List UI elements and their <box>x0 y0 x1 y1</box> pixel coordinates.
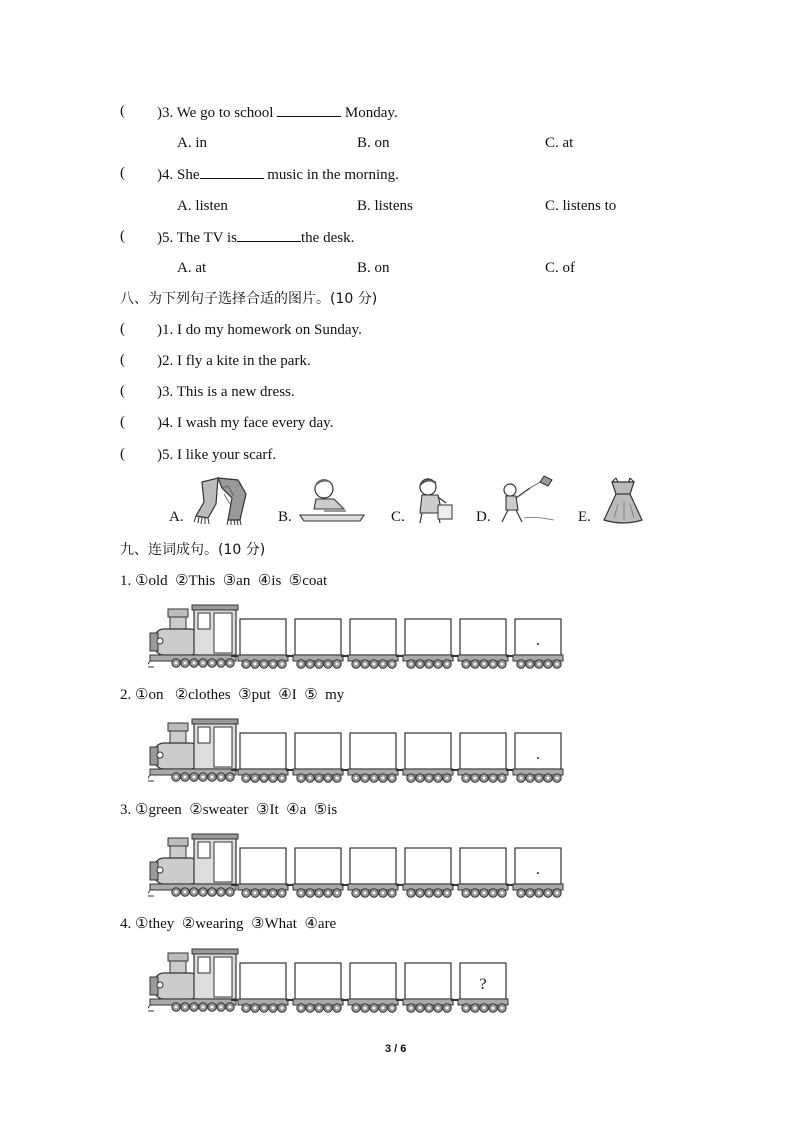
option-c: C. of <box>545 260 575 276</box>
end-punctuation: . <box>536 861 540 878</box>
train-car-answer-box[interactable] <box>396 963 453 1012</box>
answer-train-3 <box>148 832 574 905</box>
option-a: A. at <box>177 260 207 276</box>
sentence-build-prompt-2: 2. ①on ②clothes ③put ④I ⑤ my <box>120 687 345 703</box>
picture-label-b: B. <box>278 509 292 525</box>
boy-writing-icon <box>294 475 368 525</box>
train-car-answer-box[interactable] <box>396 733 453 782</box>
locomotive-icon <box>148 605 238 667</box>
train-car-answer-box[interactable] <box>396 848 453 897</box>
question-text: )4. She music in the morning. <box>157 164 399 185</box>
sentence-5: )5. I like your scarf. <box>157 447 277 463</box>
answer-train-1 <box>148 603 574 676</box>
end-punctuation: ? <box>479 976 487 993</box>
train-car-answer-box[interactable] <box>396 619 453 668</box>
picture-label-e: E. <box>578 509 591 525</box>
train-svg <box>148 832 574 900</box>
train-car-answer-box[interactable] <box>286 733 343 782</box>
answer-train-4 <box>148 947 519 1020</box>
train-car-answer-box[interactable] <box>451 619 508 668</box>
train-car-answer-box[interactable] <box>506 733 563 782</box>
sentence-build-prompt-4: 4. ①they ②wearing ③What ④are <box>120 916 337 932</box>
picture-label-a: A. <box>169 509 184 525</box>
locomotive-icon <box>148 834 238 896</box>
answer-paren: ( <box>120 228 125 244</box>
train-car-answer-box[interactable] <box>341 963 398 1012</box>
train-car-answer-box[interactable] <box>286 619 343 668</box>
train-car-answer-box[interactable] <box>451 963 508 1012</box>
option-c: C. at <box>545 135 574 151</box>
answer-paren: ( <box>120 321 125 337</box>
train-svg <box>148 717 574 785</box>
question-text: )3. We go to school Monday. <box>157 102 398 123</box>
sentence-build-prompt-3: 3. ①green ②sweater ③It ④a ⑤is <box>120 802 338 818</box>
answer-paren: ( <box>120 383 125 399</box>
answer-blank[interactable] <box>200 164 264 179</box>
sentence-4: )4. I wash my face every day. <box>157 415 334 431</box>
train-car-answer-box[interactable] <box>506 619 563 668</box>
sentence-2: )2. I fly a kite in the park. <box>157 353 311 369</box>
sentence-3: )3. This is a new dress. <box>157 384 295 400</box>
section-9-title: 九、连词成句。(10 分) <box>120 542 266 558</box>
sentence-1: )1. I do my homework on Sunday. <box>157 322 362 338</box>
train-car-answer-box[interactable] <box>341 733 398 782</box>
train-car-answer-box[interactable] <box>506 848 563 897</box>
question-text: )5. The TV is the desk. <box>157 227 354 248</box>
answer-blank[interactable] <box>237 227 301 242</box>
option-b: B. on <box>357 135 390 151</box>
train-svg <box>148 603 574 671</box>
boy-flying-kite-icon <box>494 474 556 526</box>
train-car-answer-box[interactable] <box>451 733 508 782</box>
scarf-icon <box>188 474 260 526</box>
picture-label-c: C. <box>391 509 405 525</box>
answer-paren: ( <box>120 414 125 430</box>
train-car-answer-box[interactable] <box>286 848 343 897</box>
option-b: B. listens <box>357 198 413 214</box>
locomotive-icon <box>148 949 238 1011</box>
train-car-answer-box[interactable] <box>231 963 288 1012</box>
boy-washing-face-icon <box>408 475 456 525</box>
option-b: B. on <box>357 260 390 276</box>
option-c: C. listens to <box>545 198 617 214</box>
answer-paren: ( <box>120 352 125 368</box>
answer-paren: ( <box>120 165 125 181</box>
train-car-answer-box[interactable] <box>451 848 508 897</box>
train-car-answer-box[interactable] <box>341 619 398 668</box>
answer-paren: ( <box>120 446 125 462</box>
end-punctuation: . <box>536 632 540 649</box>
locomotive-icon <box>148 719 238 781</box>
train-car-answer-box[interactable] <box>231 848 288 897</box>
answer-blank[interactable] <box>277 102 341 117</box>
answer-paren: ( <box>120 103 125 119</box>
train-car-answer-box[interactable] <box>286 963 343 1012</box>
page-number: 3 / 6 <box>385 1043 407 1055</box>
answer-train-2 <box>148 717 574 790</box>
train-car-answer-box[interactable] <box>231 733 288 782</box>
train-car-answer-box[interactable] <box>231 619 288 668</box>
train-car-answer-box[interactable] <box>341 848 398 897</box>
dress-icon <box>598 474 646 526</box>
picture-label-d: D. <box>476 509 491 525</box>
option-a: A. in <box>177 135 207 151</box>
end-punctuation: . <box>536 746 540 763</box>
section-8-title: 八、为下列句子选择合适的图片。(10 分) <box>120 291 378 307</box>
train-svg <box>148 947 519 1015</box>
sentence-build-prompt-1: 1. ①old ②This ③an ④is ⑤coat <box>120 573 328 589</box>
option-a: A. listen <box>177 198 228 214</box>
